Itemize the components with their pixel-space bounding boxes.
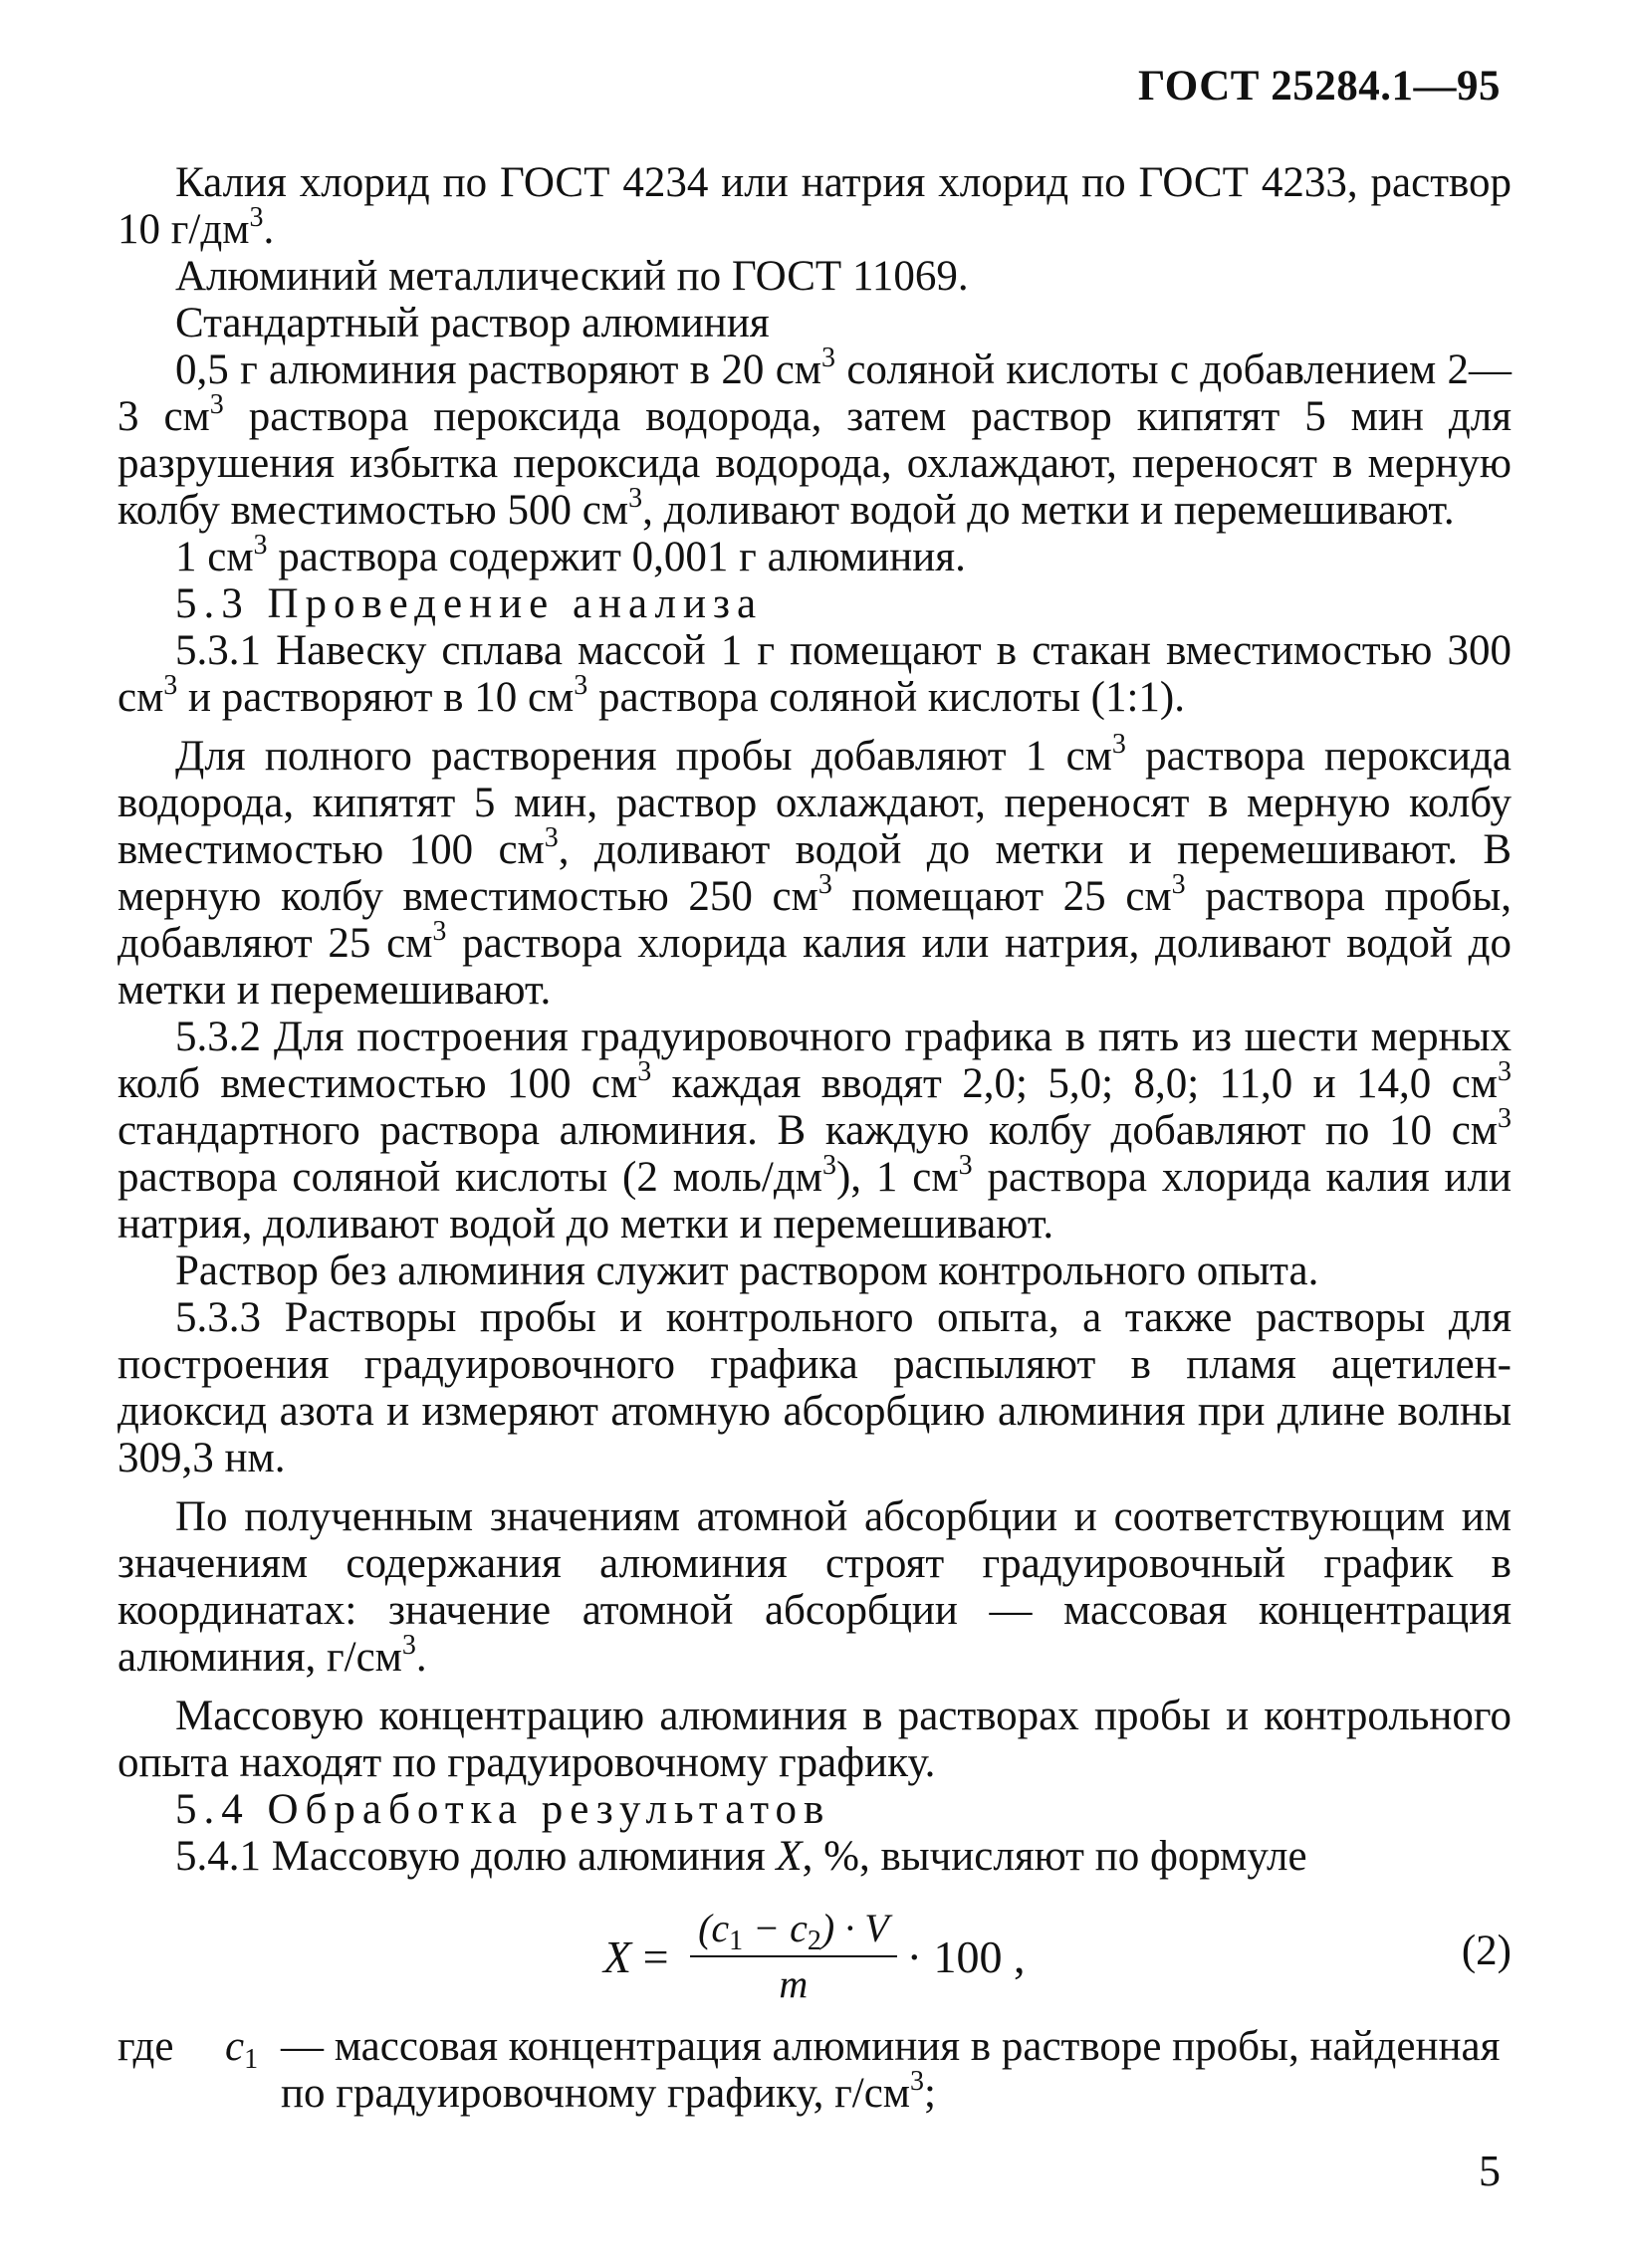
paragraph-aluminium-metal: Алюминий металлический по ГОСТ 11069. (175, 253, 969, 300)
paragraph-standard-solution-title: Стандартный раствор алюминия (175, 300, 770, 346)
formula-numerator: $(c_1 - c_2) \cdot V$ (690, 1906, 897, 1957)
paragraph-5-4-1: 5.4.1 Массовую долю алюминия X, %, вычисляют по формуле (175, 1833, 1307, 1880)
formula-denominator: m (779, 1961, 809, 2006)
formula-aluminium-fraction (603, 1906, 1025, 2007)
paragraph-calibration-graph: По полученным значениям атомной абсорбции и соответствующим им значениям содержания алюминия строят градуировочный график в координатах: значение атомной абсорбции — массовая концентрация алюминия, $г/см^3$. (117, 1493, 1512, 1681)
document-body (117, 159, 1512, 2117)
formula-tail: · 100 , (906, 1930, 1026, 1982)
formula-fraction (690, 1906, 897, 2007)
paragraph-5-3-2: 5.3.2 Для построения градуировочного графика в пять из шести мерных колб вместимостью 100 $см^3$ каждая вводят 2,0; 5,0; 8,0; 11,0 и 14,0 $см^3$ стандартного раствора алюминия. В каждую колбу добавляют по 10 $см^3$ раствора соляной кислоты (2 моль/$дм^3$), 1 $см^3$ раствора хлорида калия или натрия, доливают водой до метки и перемешивают. (117, 1014, 1512, 1247)
paragraph-5-3-3: 5.3.3 Растворы пробы и контрольного опыта, а также растворы для построения градуировочного графика распыляют в пламя ацетилен-диоксид азота и измеряют атомную абсорбцию алюминия при длине волны 309,3 нм. (117, 1294, 1512, 1481)
paragraph-sample-dissolution: Для полного растворения пробы добавляют 1 $см^3$ раствора пероксида водорода, кипятят 5 мин, раствор охлаждают, переносят в мерную колбу вместимостью 100 $см^3$, доливают водой до метки и перемешивают. В мерную колбу вместимостью 250 $см^3$ помещают 25 $см^3$ раствора пробы, добавляют 25 $см^3$ раствора хлорида калия или натрия, доливают водой до метки и перемешивают. (117, 729, 1513, 1014)
page-number: 5 (1479, 2147, 1501, 2195)
formula-legend-c1 (117, 2023, 1512, 2117)
paragraph-concentration-lookup: Массовую концентрацию алюминия в растворах пробы и контрольного опыта находят по градуировочному графику. (117, 1693, 1512, 1786)
paragraph-standard-solution-prep: 0,5 г алюминия растворяют в 20 $см^3$ соляной кислоты с добавлением 2—3 $см^3$ раствора пероксида водорода, затем раствор кипятят 5 мин для разрушения избытка пероксида водорода, охлаждают, переносят в мерную колбу вместимостью 500 $см^3$, доливают водой до метки и перемешивают. (117, 342, 1512, 534)
formula-lhs: X (603, 1930, 632, 1982)
paragraph-blank-solution: Раствор без алюминия служит раствором контрольного опыта. (175, 1247, 1319, 1294)
paragraph-solution-content: 1 $см^3$ раствора содержит 0,001 г алюминия. (175, 530, 966, 580)
formula-block (117, 1888, 1512, 2017)
formula-equals: = (631, 1930, 681, 1982)
legend-description: — массовая концентрация алюминия в растворе пробы, найденная по градуировочному графику, $г/см^3$; (281, 2023, 1501, 2117)
paragraph-5-3-1: 5.3.1 Навеску сплава массой 1 г помещают в стакан вместимостью 300 $см^3$ и растворяют в 10 $см^3$ раствора соляной кислоты (1:1). (117, 627, 1512, 721)
paragraph-potassium-chloride: Калия хлорид по ГОСТ 4234 или натрия хлорид по ГОСТ 4233, раствор 10 $г/дм^3$. (117, 159, 1512, 253)
legend-where-label: где (117, 2023, 174, 2070)
section-heading-5-3: 5.3 Проведение анализа (175, 580, 764, 627)
section-heading-5-4: 5.4 Обработка результатов (175, 1786, 831, 1833)
page-header-standard-id: ГОСТ 25284.1—95 (1138, 63, 1501, 110)
equation-number: (2) (1461, 1928, 1512, 1974)
legend-symbol: $c_1$ (225, 2023, 259, 2075)
